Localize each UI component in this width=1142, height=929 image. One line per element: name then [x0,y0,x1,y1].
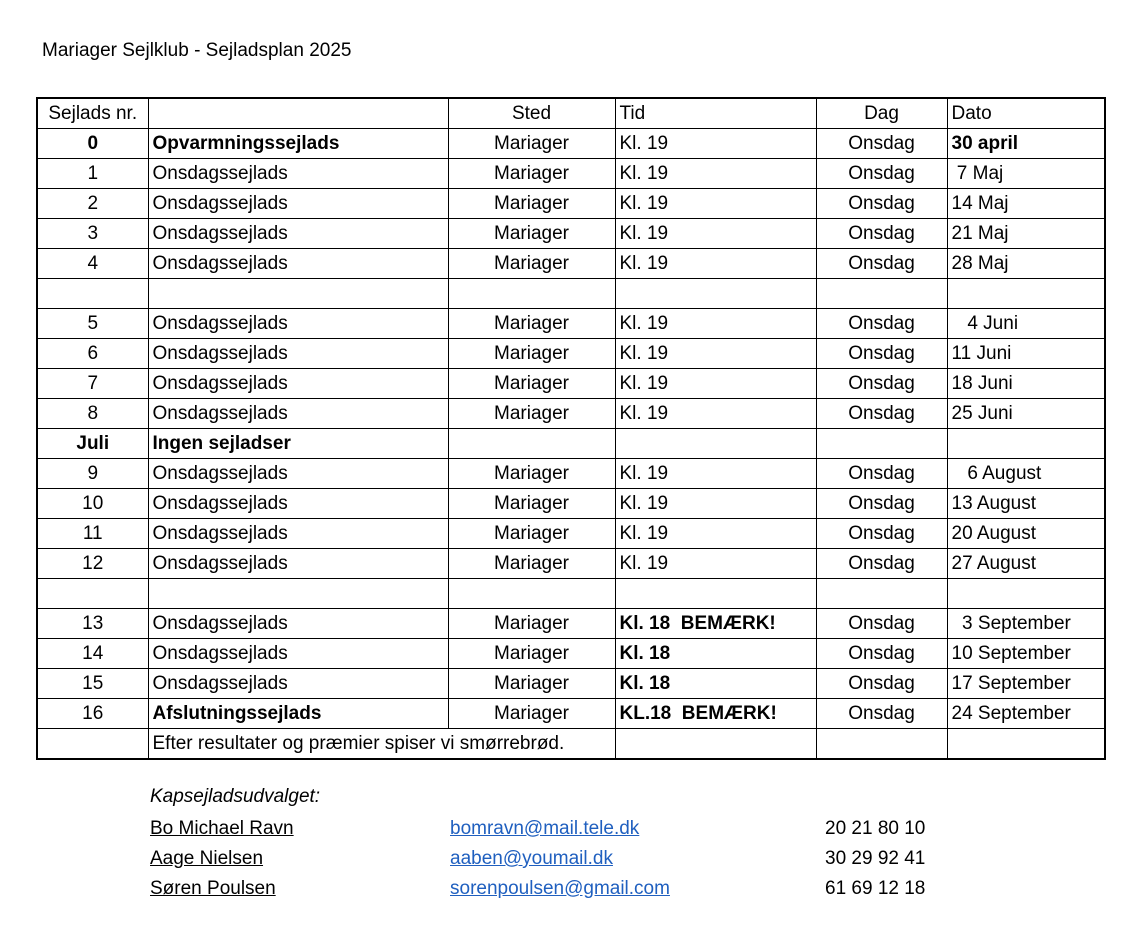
cell-dag: Onsdag [816,249,947,279]
cell-navn: Onsdagssejlads [148,519,448,549]
header-dag: Dag [816,98,947,129]
cell-dag: Onsdag [816,639,947,669]
cell-navn: Opvarmningssejlads [148,129,448,159]
table-row [37,309,1105,339]
cell-navn: Onsdagssejlads [148,249,448,279]
cell-sted [448,279,615,309]
cell-sted: Mariager [448,159,615,189]
cell-sted: Mariager [448,189,615,219]
cell-dato: 21 Maj [947,219,1105,249]
cell-sted: Mariager [448,459,615,489]
cell-nr: 8 [37,399,148,429]
committee-heading: Kapsejladsudvalget: [150,786,321,807]
cell-tid [615,579,816,609]
cell-dato: 27 August [947,549,1105,579]
table-row [37,699,1105,729]
cell-tid: Kl. 19 [615,549,816,579]
cell-tid: Kl. 19 [615,309,816,339]
cell-sted: Mariager [448,519,615,549]
table-row [37,159,1105,189]
cell-nr: 10 [37,489,148,519]
header-tid: Tid [615,98,816,129]
cell-nr: 2 [37,189,148,219]
cell-navn: Onsdagssejlads [148,309,448,339]
cell-dag [816,279,947,309]
cell-tid: Kl. 19 [615,159,816,189]
cell-nr: 14 [37,639,148,669]
cell-dato: 17 September [947,669,1105,699]
table-row [37,459,1105,489]
footer-empty [37,729,148,760]
cell-sted: Mariager [448,129,615,159]
cell-dag: Onsdag [816,159,947,189]
member-phone: 61 69 12 18 [825,878,926,899]
cell-dag: Onsdag [816,459,947,489]
table-row [37,609,1105,639]
cell-navn: Ingen sejladser [148,429,448,459]
cell-dato: 3 September [947,609,1105,639]
cell-sted [448,579,615,609]
cell-dag: Onsdag [816,129,947,159]
committee-section [150,784,926,899]
member-email-link[interactable]: aaben@youmail.dk [450,848,613,869]
table-row [37,279,1105,309]
cell-dato [947,579,1105,609]
cell-dag: Onsdag [816,369,947,399]
page-title: Mariager Sejlklub - Sejladsplan 2025 [42,40,352,61]
cell-dato [947,429,1105,459]
header-dato: Dato [947,98,1105,129]
footer-empty [947,729,1105,760]
cell-dag: Onsdag [816,189,947,219]
cell-navn: Afslutningssejlads [148,699,448,729]
cell-tid: Kl. 19 [615,339,816,369]
cell-sted: Mariager [448,309,615,339]
cell-nr: 7 [37,369,148,399]
header-row [37,98,1105,129]
cell-tid: Kl. 18 [615,639,816,669]
cell-dato: 28 Maj [947,249,1105,279]
cell-navn: Onsdagssejlads [148,639,448,669]
committee-member [150,874,950,904]
cell-navn: Onsdagssejlads [148,489,448,519]
cell-dag [816,429,947,459]
member-name: Søren Poulsen [150,878,276,899]
cell-sted: Mariager [448,699,615,729]
cell-nr: 4 [37,249,148,279]
footer-empty [816,729,947,760]
table-row [37,249,1105,279]
cell-navn: Onsdagssejlads [148,159,448,189]
cell-tid [615,279,816,309]
cell-dag [816,579,947,609]
member-name: Bo Michael Ravn [150,818,294,839]
cell-dag: Onsdag [816,489,947,519]
cell-nr: 15 [37,669,148,699]
cell-sted: Mariager [448,489,615,519]
cell-navn: Onsdagssejlads [148,459,448,489]
cell-tid: Kl. 19 [615,489,816,519]
cell-sted [448,429,615,459]
table-row [37,399,1105,429]
cell-dato: 7 Maj [947,159,1105,189]
cell-nr: 13 [37,609,148,639]
cell-sted: Mariager [448,549,615,579]
cell-nr: 9 [37,459,148,489]
cell-navn: Onsdagssejlads [148,189,448,219]
cell-tid: KL.18 BEMÆRK! [615,699,816,729]
cell-nr [37,579,148,609]
cell-nr: 0 [37,129,148,159]
cell-dag: Onsdag [816,699,947,729]
cell-navn: Onsdagssejlads [148,219,448,249]
cell-tid: Kl. 19 [615,129,816,159]
cell-sted: Mariager [448,399,615,429]
schedule-table [36,97,1106,760]
cell-dato: 25 Juni [947,399,1105,429]
member-name: Aage Nielsen [150,848,264,869]
cell-nr [37,279,148,309]
cell-navn: Onsdagssejlads [148,669,448,699]
cell-sted: Mariager [448,339,615,369]
cell-dag: Onsdag [816,609,947,639]
cell-nr: 12 [37,549,148,579]
cell-dag: Onsdag [816,219,947,249]
member-email-link[interactable]: bomravn@mail.tele.dk [450,818,640,839]
cell-dato: 20 August [947,519,1105,549]
footer-note: Efter resultater og præmier spiser vi smørrebrød. [148,729,615,760]
cell-nr: 16 [37,699,148,729]
table-row [37,489,1105,519]
cell-dag: Onsdag [816,399,947,429]
cell-navn: Onsdagssejlads [148,609,448,639]
cell-navn: Onsdagssejlads [148,369,448,399]
cell-tid: Kl. 19 [615,459,816,489]
cell-nr: Juli [37,429,148,459]
table-row [37,369,1105,399]
committee-member [150,844,950,874]
header-navn [148,98,448,129]
table-row [37,579,1105,609]
cell-tid: Kl. 19 [615,249,816,279]
cell-sted: Mariager [448,639,615,669]
cell-dato: 13 August [947,489,1105,519]
cell-tid: Kl. 19 [615,369,816,399]
cell-tid: Kl. 19 [615,519,816,549]
cell-tid [615,429,816,459]
table-row [37,339,1105,369]
cell-dato: 18 Juni [947,369,1105,399]
cell-tid: Kl. 19 [615,219,816,249]
cell-dato: 6 August [947,459,1105,489]
cell-dag: Onsdag [816,669,947,699]
cell-dato: 10 September [947,639,1105,669]
cell-nr: 6 [37,339,148,369]
cell-dato: 14 Maj [947,189,1105,219]
cell-sted: Mariager [448,609,615,639]
cell-dato: 24 September [947,699,1105,729]
cell-nr: 3 [37,219,148,249]
cell-dato [947,279,1105,309]
table-row [37,519,1105,549]
cell-navn [148,279,448,309]
cell-sted: Mariager [448,669,615,699]
cell-dag: Onsdag [816,549,947,579]
cell-nr: 11 [37,519,148,549]
cell-tid: Kl. 19 [615,399,816,429]
cell-dato: 4 Juni [947,309,1105,339]
table-row [37,549,1105,579]
cell-dato: 30 april [947,129,1105,159]
cell-sted: Mariager [448,219,615,249]
member-phone: 20 21 80 10 [825,818,926,839]
table-row [37,639,1105,669]
footer-empty [615,729,816,760]
table-row [37,219,1105,249]
cell-nr: 5 [37,309,148,339]
member-phone: 30 29 92 41 [825,848,926,869]
cell-navn: Onsdagssejlads [148,339,448,369]
table-row [37,429,1105,459]
table-row [37,189,1105,219]
table-row [37,669,1105,699]
cell-dag: Onsdag [816,309,947,339]
cell-dag: Onsdag [816,339,947,369]
cell-navn: Onsdagssejlads [148,549,448,579]
committee-member [150,814,950,844]
cell-tid: Kl. 18 [615,669,816,699]
cell-navn [148,579,448,609]
cell-navn: Onsdagssejlads [148,399,448,429]
cell-tid: Kl. 19 [615,189,816,219]
cell-sted: Mariager [448,369,615,399]
cell-tid: Kl. 18 BEMÆRK! [615,609,816,639]
cell-dag: Onsdag [816,519,947,549]
member-email-link[interactable]: sorenpoulsen@gmail.com [450,878,670,899]
header-sted: Sted [448,98,615,129]
cell-sted: Mariager [448,249,615,279]
cell-dato: 11 Juni [947,339,1105,369]
cell-nr: 1 [37,159,148,189]
header-nr: Sejlads nr. [37,98,148,129]
footer-row [37,729,1105,760]
table-row [37,129,1105,159]
